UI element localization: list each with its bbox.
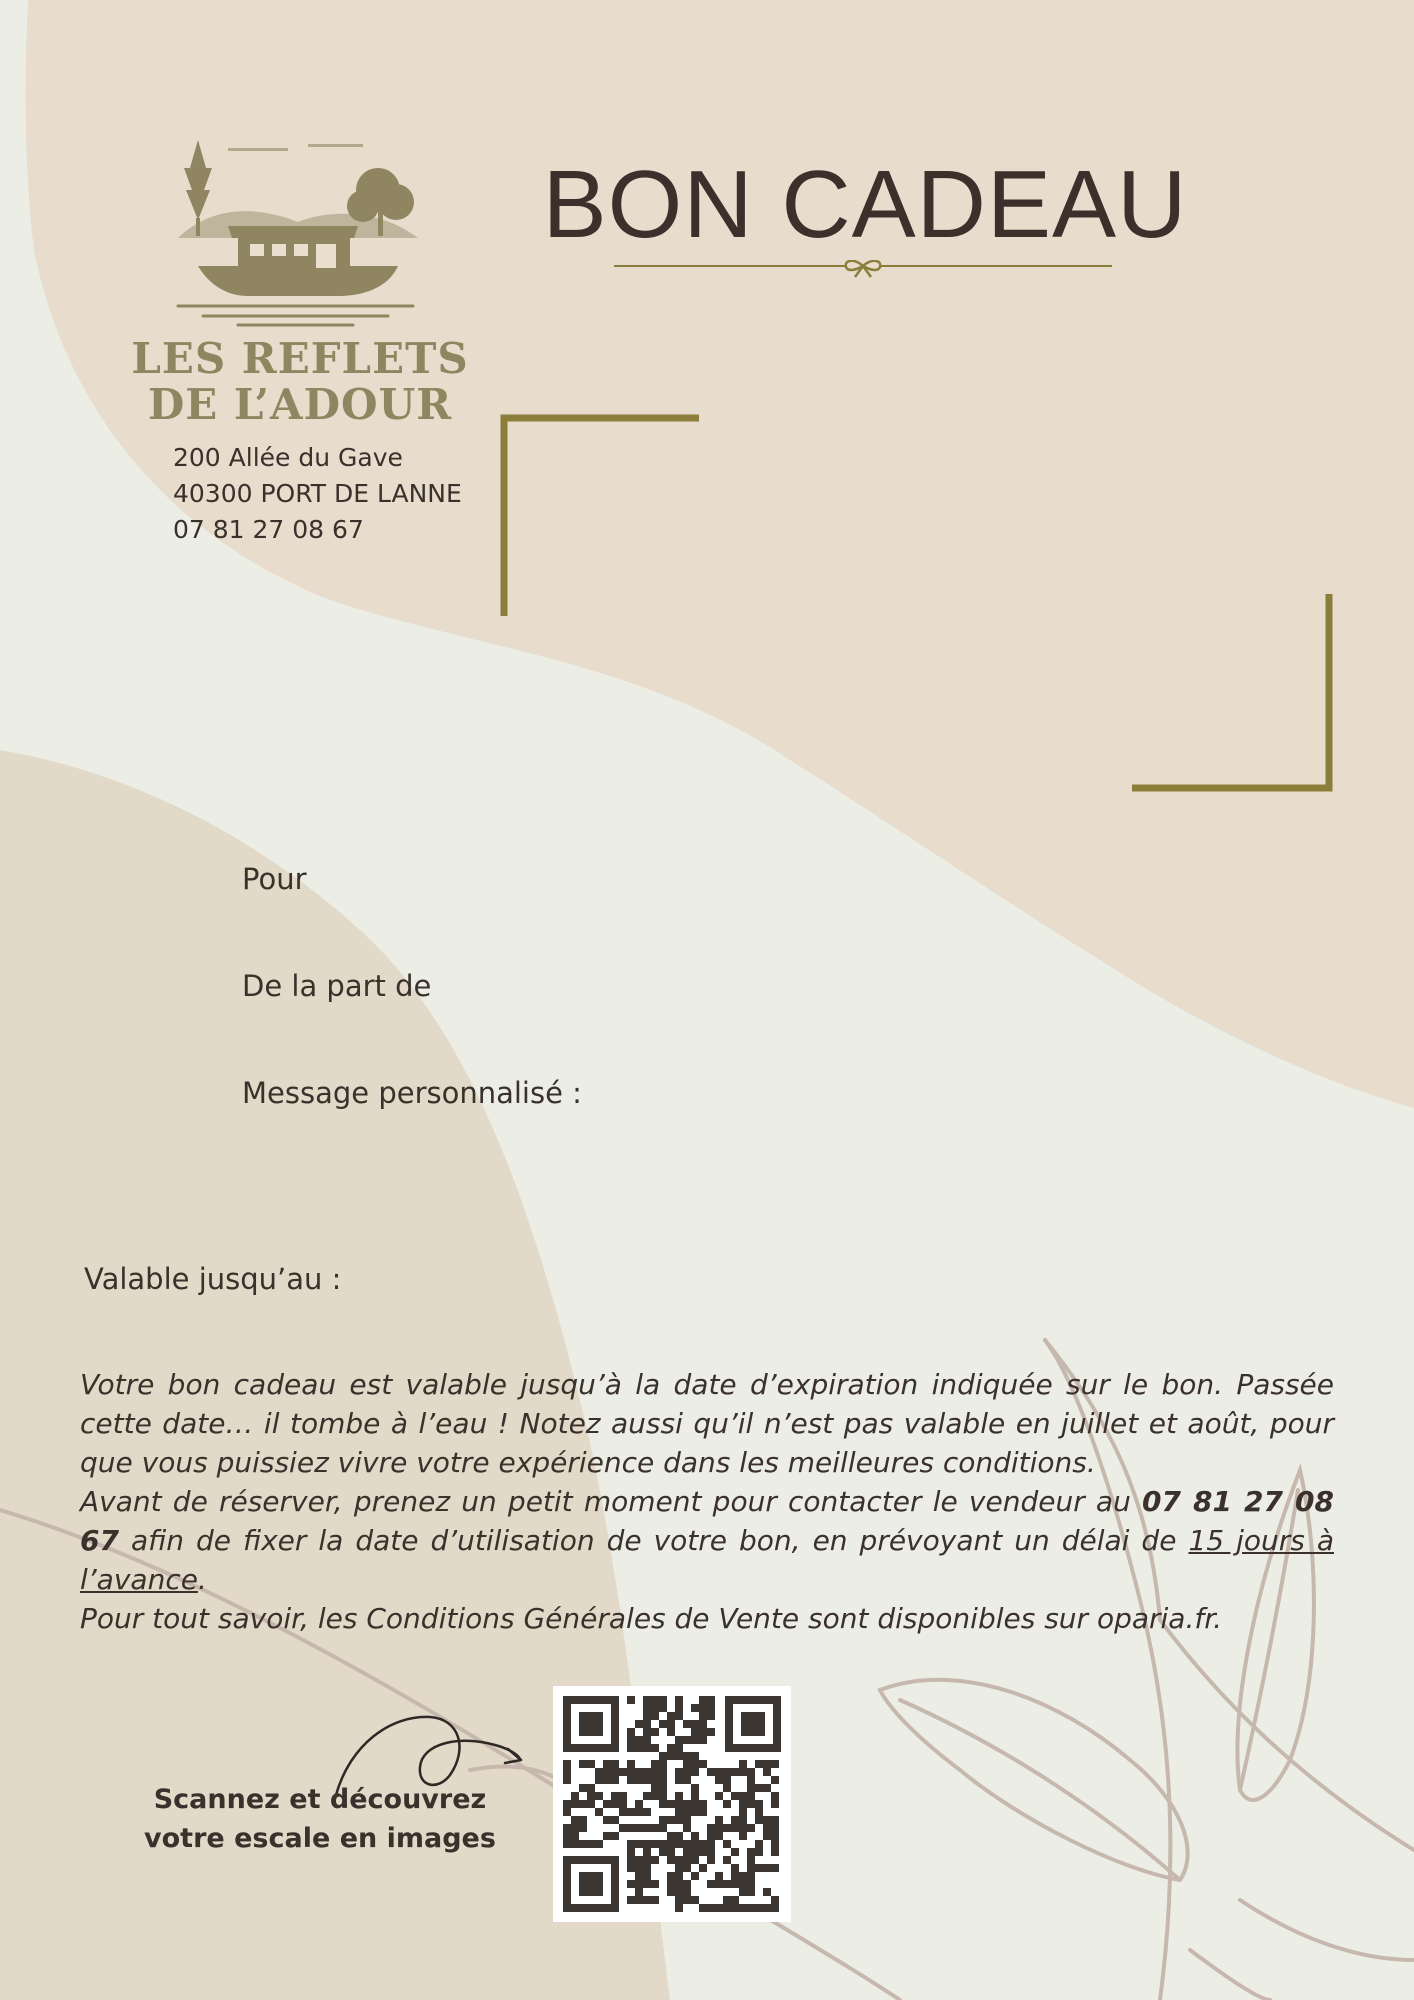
brand-line-1: LES REFLETS [131,334,469,383]
brand-name [130,336,470,428]
bow-ornament-icon [614,260,1112,278]
message-label: Message personnalisé : [242,1076,582,1110]
brand-line-2: DE L’ADOUR [147,380,453,429]
scan-line-1: Scannez et découvrez [153,1784,487,1815]
conditions-text [80,1365,1334,1638]
conditions-text-after: . [197,1563,207,1596]
address-phone: 07 81 27 08 67 [173,515,364,544]
houseboat-river-icon [158,130,433,330]
qr-code-icon[interactable] [553,1686,791,1922]
conditions-phone: 07 81 27 08 67 [80,1485,1334,1557]
frame-corner-top-left [500,414,702,616]
conditions-paragraph-3: Pour tout savoir, les Conditions Générales de Vente sont disponibles sur oparia.fr. [80,1602,1223,1635]
validity-label: Valable jusqu’au : [84,1262,342,1296]
scan-line-2: votre escale en images [144,1823,496,1854]
address-block [173,440,462,548]
frame-corner-bottom-right [1132,594,1334,796]
conditions-text-middle: afin de fixer la date d’utilisation de votre bon, en prévoyant un délai de [118,1524,1189,1557]
scan-caption [130,1780,510,1858]
address-street: 200 Allée du Gave [173,443,403,472]
conditions-paragraph-1: Votre bon cadeau est valable jusqu’à la date d’expiration indiquée sur le bon. Passée cette date… il tombe à l’eau ! Notez aussi qu’il n’est pas valable en juillet et août, pour que vous puissiez vivre votre expérience dans les meilleures conditions. [80,1368,1334,1479]
conditions-text-before-phone: Avant de réserver, prenez un petit moment pour contacter le vendeur au [80,1485,1143,1518]
address-city: 40300 PORT DE LANNE [173,479,462,508]
conditions-paragraph-2 [80,1482,1334,1599]
sender-label: De la part de [242,969,432,1003]
conditions-delay: 15 jours à l’avance [80,1524,1335,1596]
recipient-label: Pour [242,862,307,896]
page-title: BON CADEAU [542,151,1188,258]
